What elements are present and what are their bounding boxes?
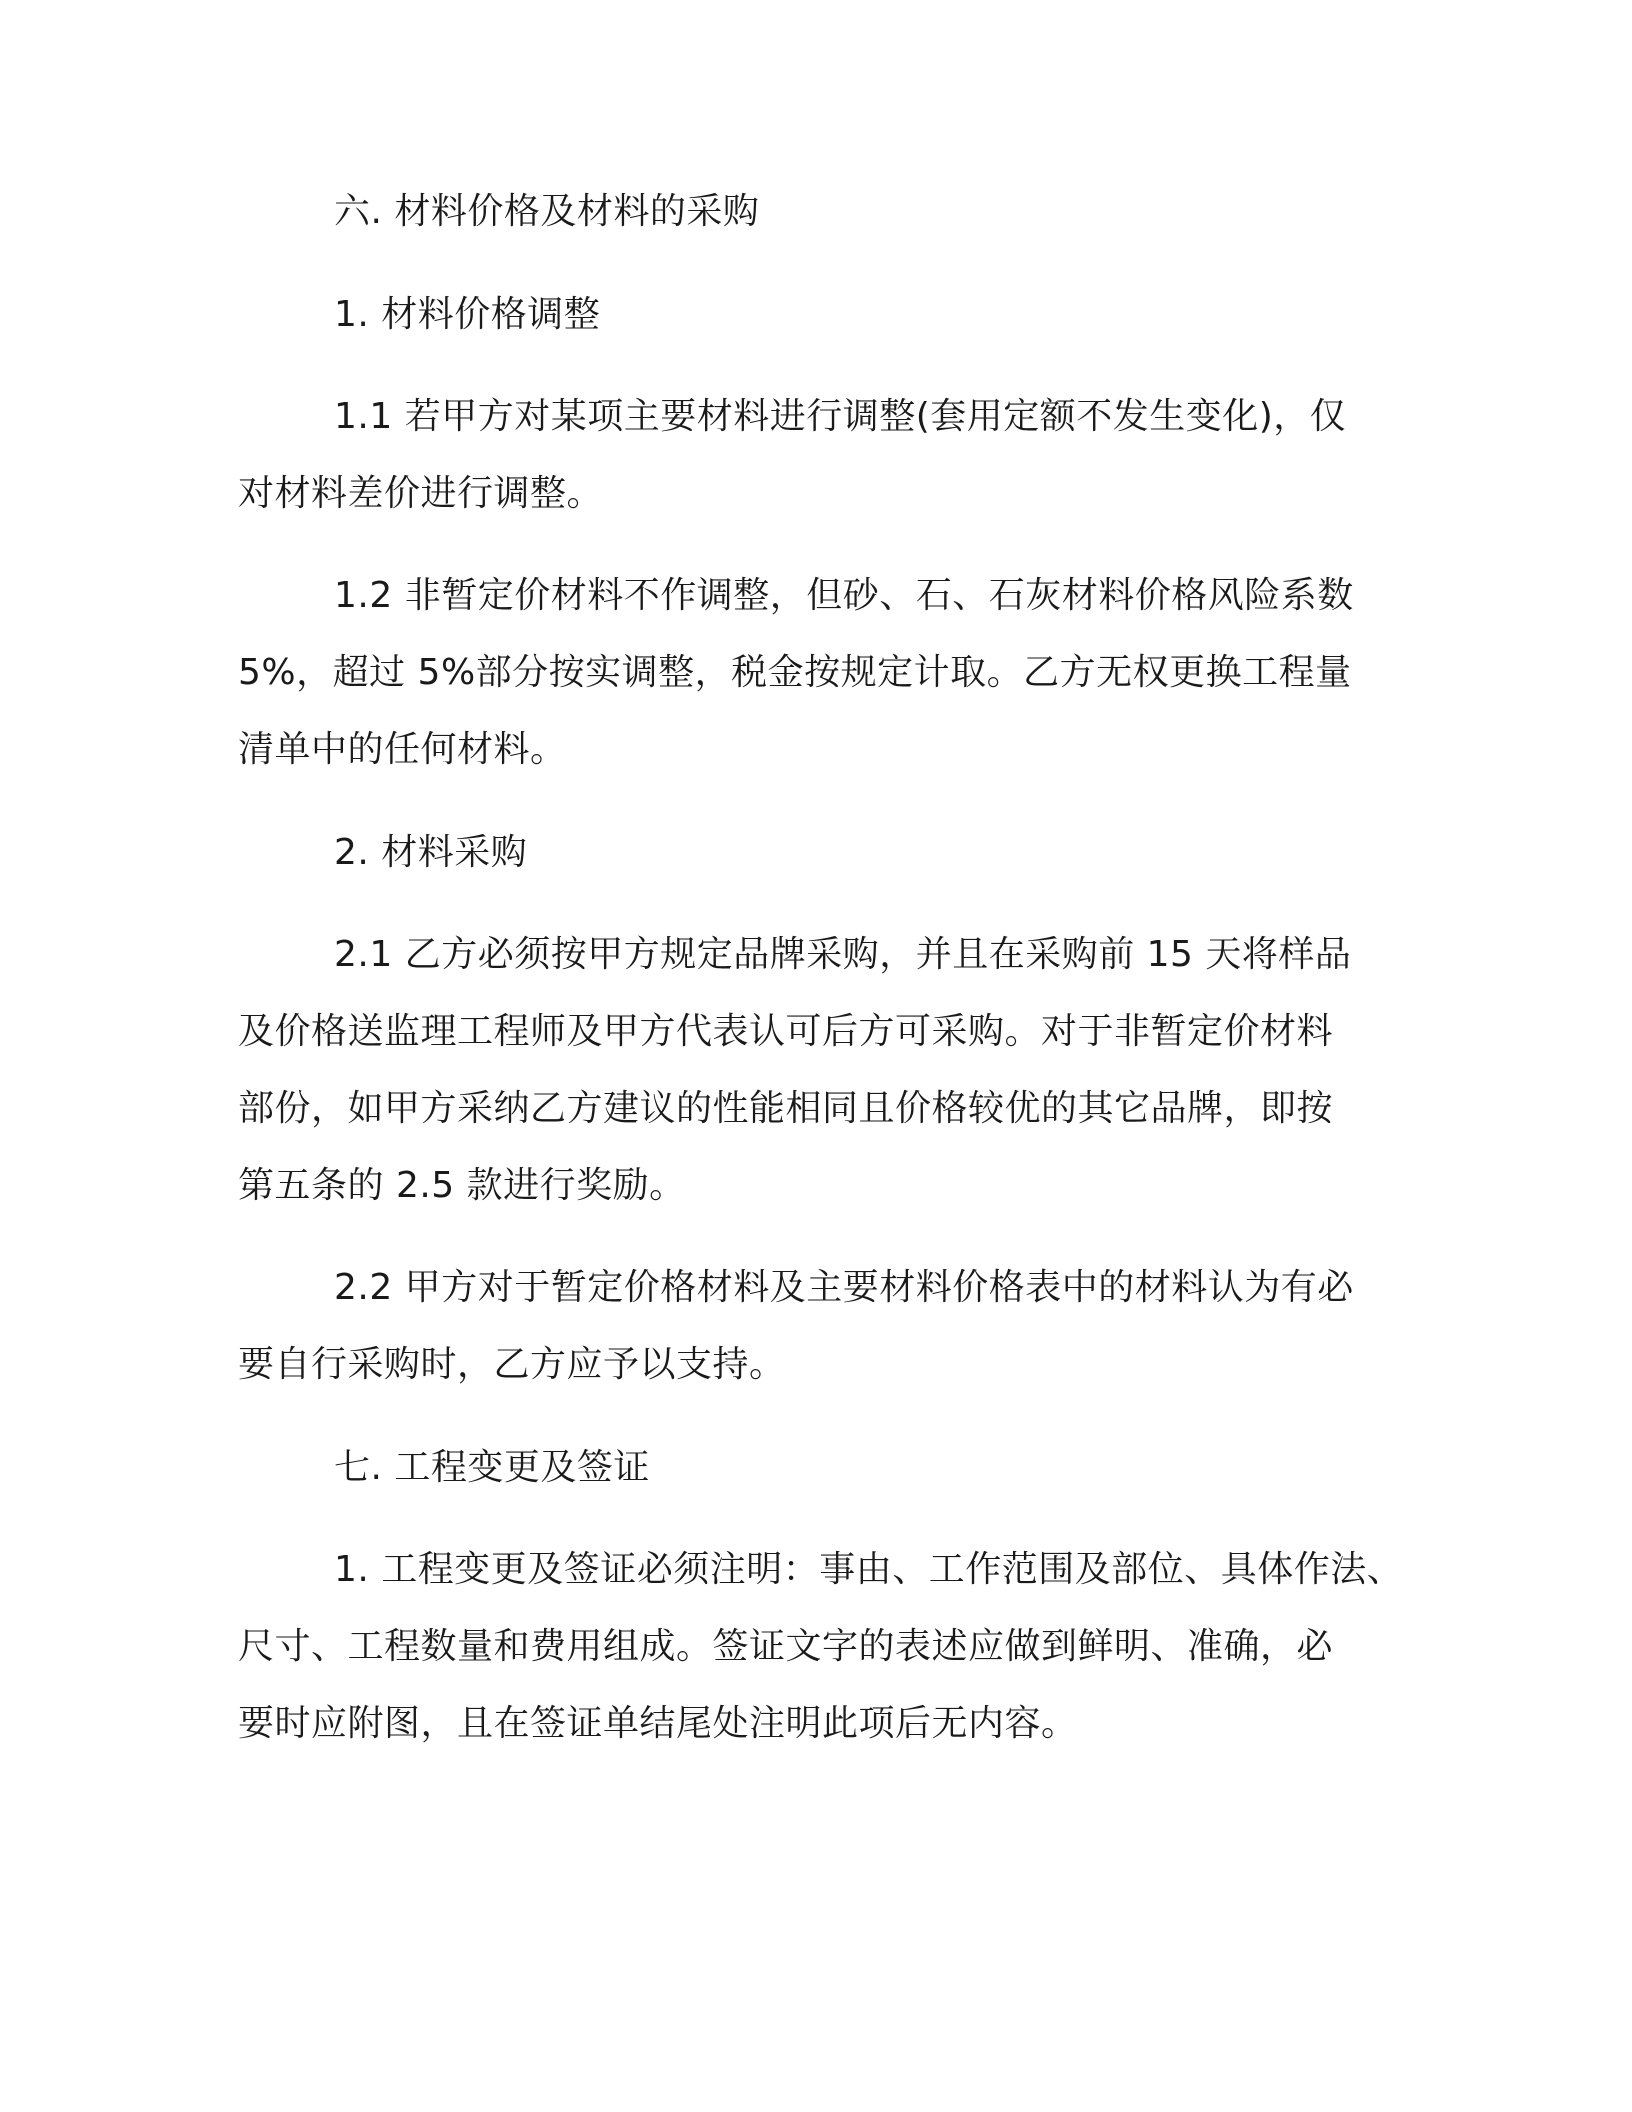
paragraph-1-1-line-1: 1.1 若甲方对某项主要材料进行调整(套用定额不发生变化)，仅 bbox=[334, 396, 1347, 437]
paragraph-2-1-line-1: 2.1 乙方必须按甲方规定品牌采购，并且在采购前 15 天将样品 bbox=[334, 934, 1352, 975]
paragraph-1-2-line-1: 1.2 非暂定价材料不作调整，但砂、石、石灰材料价格风险系数 bbox=[334, 575, 1354, 616]
paragraph-1-2-line-3: 清单中的任何材料。 bbox=[238, 729, 567, 770]
paragraph-2-1-line-3: 部份，如甲方采纳乙方建议的性能相同且价格较优的其它品牌，即按 bbox=[238, 1088, 1334, 1129]
paragraph-1-2-line-2: 5%，超过 5%部分按实调整，税金按规定计取。乙方无权更换工程量 bbox=[238, 652, 1352, 693]
subheading-2: 2. 材料采购 bbox=[334, 832, 528, 873]
subheading-1: 1. 材料价格调整 bbox=[334, 294, 601, 335]
paragraph-2-1-line-4: 第五条的 2.5 款进行奖励。 bbox=[238, 1165, 686, 1206]
section-heading-6: 六. 材料价格及材料的采购 bbox=[334, 191, 760, 232]
paragraph-7-1-line-3: 要时应附图，且在签证单结尾处注明此项后无内容。 bbox=[238, 1703, 1078, 1744]
paragraph-2-2-line-1: 2.2 甲方对于暂定价格材料及主要材料价格表中的材料认为有必 bbox=[334, 1267, 1354, 1308]
paragraph-2-2-line-2: 要自行采购时，乙方应予以支持。 bbox=[238, 1344, 786, 1385]
paragraph-7-1-line-1: 1. 工程变更及签证必须注明：事由、工作范围及部位、具体作法、 bbox=[334, 1549, 1404, 1590]
paragraph-1-1-line-2: 对材料差价进行调整。 bbox=[238, 473, 604, 514]
paragraph-2-1-line-2: 及价格送监理工程师及甲方代表认可后方可采购。对于非暂定价材料 bbox=[238, 1011, 1334, 1052]
section-heading-7: 七. 工程变更及签证 bbox=[334, 1447, 650, 1488]
paragraph-7-1-line-2: 尺寸、工程数量和费用组成。签证文字的表述应做到鲜明、准确，必 bbox=[238, 1626, 1334, 1667]
